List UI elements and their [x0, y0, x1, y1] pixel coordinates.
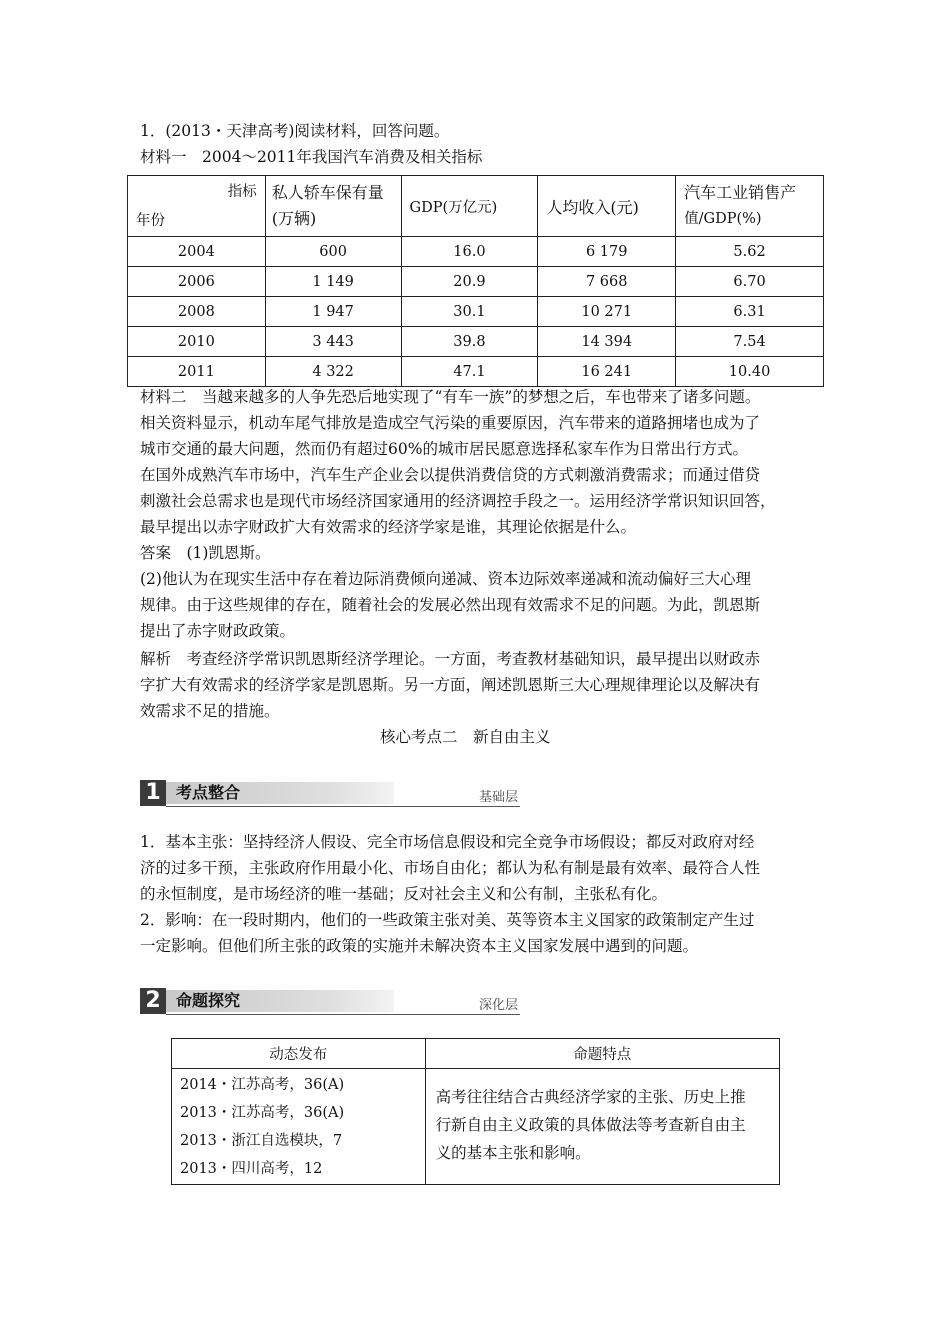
point-line: 1．基本主张：坚持经济人假设、完全市场信息假设和完全竞争市场假设；都反对政府对经	[140, 833, 755, 851]
gdp-cell: 30.1	[401, 297, 538, 327]
table-header-row	[172, 1039, 780, 1069]
banner-rule	[166, 1014, 520, 1015]
year-cell: 2006	[128, 267, 266, 297]
income-cell: 14 394	[538, 327, 676, 357]
section-title: 核心考点二 新自由主义	[380, 728, 551, 746]
header-private-cars-line1: 私人轿车保有量	[271, 183, 384, 202]
text-line: 在国外成熟汽车市场中，汽车生产企业会以提供消费信贷的方式刺激消费需求；而通过借贷	[140, 466, 761, 484]
cars-cell: 1 947	[265, 297, 401, 327]
table-row	[128, 297, 824, 327]
cars-cell: 4 322	[265, 357, 401, 387]
text-line: (2)他认为在现实生活中存在着边际消费倾向递减、资本边际效率递减和流动偏好三大心理	[140, 570, 751, 588]
feature-line: 义的基本主张和影响。	[435, 1144, 591, 1162]
feature-text	[425, 1069, 779, 1185]
exam-item: 2013・江苏高考，36(A)	[180, 1105, 345, 1121]
ratio-cell: 10.40	[676, 357, 824, 387]
header-dynamic: 动态发布	[172, 1039, 426, 1069]
gdp-cell: 47.1	[401, 357, 538, 387]
header-features: 命题特点	[425, 1039, 779, 1069]
gdp-cell: 20.9	[401, 267, 538, 297]
table-header-row	[128, 176, 824, 237]
banner-title: 考点整合	[176, 783, 241, 802]
ratio-cell: 5.62	[676, 237, 824, 267]
section-banner-deep	[140, 988, 520, 1016]
banner-title: 命题探究	[176, 991, 241, 1010]
cars-cell: 600	[265, 237, 401, 267]
cars-cell: 3 443	[265, 327, 401, 357]
exam-item: 2013・浙江自选模块，7	[180, 1133, 343, 1149]
cars-cell: 1 149	[265, 267, 401, 297]
table-row	[128, 327, 824, 357]
point-line: 的永恒制度，是市场经济的唯一基础；反对社会主义和公有制，主张私有化。	[140, 885, 668, 903]
year-cell: 2010	[128, 327, 266, 357]
text-line: 最早提出以赤字财政扩大有效需求的经济学家是谁，其理论依据是什么。	[140, 518, 637, 536]
text-line: 规律。由于这些规律的存在，随着社会的发展必然出现有效需求不足的问题。为此，凯恩斯	[140, 596, 761, 614]
income-cell: 7 668	[538, 267, 676, 297]
text-line: 城市交通的最大问题，然而仍有超过60%的城市居民愿意选择私家车作为日常出行方式。	[140, 440, 748, 458]
answer-line: 答案 (1)凯恩斯。	[140, 544, 271, 562]
text-line: 刺激社会总需求也是现代市场经济国家通用的经济调控手段之一。运用经济学常识知识回答，	[140, 492, 776, 510]
text-line: 相关资料显示，机动车尾气排放是造成空气污染的重要原因，汽车带来的道路拥堵也成为了	[140, 414, 761, 432]
income-cell: 10 271	[538, 297, 676, 327]
exam-item: 2014・江苏高考，36(A)	[180, 1077, 345, 1093]
section-banner-basic	[140, 780, 520, 808]
year-cell: 2004	[128, 237, 266, 267]
exam-item: 2013・四川高考，12	[180, 1161, 323, 1177]
table-row	[172, 1069, 780, 1185]
year-cell: 2011	[128, 357, 266, 387]
point-line: 济的过多干预，主张政府作用最小化、市场自由化；都认为私有制是最有效率、最符合人性	[140, 859, 761, 877]
text-line: 效需求不足的措施。	[140, 702, 280, 720]
year-cell: 2008	[128, 297, 266, 327]
table-row	[128, 267, 824, 297]
feature-line: 高考往往结合古典经济学家的主张、历史上推	[435, 1088, 746, 1106]
point-line: 2．影响：在一段时期内，他们的一些政策主张对美、英等资本主义国家的政策制定产生过	[140, 911, 755, 929]
proposition-table	[171, 1038, 780, 1185]
banner-rule	[166, 806, 520, 807]
banner-layer-label: 深化层	[478, 998, 518, 1013]
header-private-cars-line2: (万辆)	[271, 209, 317, 228]
ratio-cell: 7.54	[676, 327, 824, 357]
corner-bottom-label: 年份	[136, 213, 165, 229]
question-header: 1．(2013・天津高考)阅读材料，回答问题。	[140, 122, 450, 140]
header-auto-output-line2: 值/GDP(%)	[684, 211, 762, 227]
header-income: 人均收入(元)	[538, 176, 676, 237]
table-row	[128, 357, 824, 387]
exam-list	[172, 1069, 426, 1185]
point-line: 一定影响。但他们所主张的政策的实施并未解决资本主义国家发展中遇到的问题。	[140, 937, 699, 955]
corner-top-label: 指标	[227, 184, 257, 200]
income-cell: 16 241	[538, 357, 676, 387]
ratio-cell: 6.70	[676, 267, 824, 297]
income-cell: 6 179	[538, 237, 676, 267]
text-line: 字扩大有效需求的经济学家是凯恩斯。另一方面，阐述凯恩斯三大心理规律理论以及解决有	[140, 676, 761, 694]
header-private-cars	[265, 176, 401, 237]
gdp-cell: 16.0	[401, 237, 538, 267]
table-row	[128, 237, 824, 267]
feature-line: 行新自由主义政策的具体做法等考查新自由主	[435, 1116, 746, 1134]
header-gdp: GDP(万亿元)	[401, 176, 538, 237]
banner-layer-label: 基础层	[478, 790, 518, 805]
corner-cell	[128, 176, 266, 237]
analysis-line: 解析 考查经济学常识凯恩斯经济学理论。一方面，考查教材基础知识，最早提出以财政赤	[140, 650, 761, 668]
gdp-cell: 39.8	[401, 327, 538, 357]
header-auto-output-line1: 汽车工业销售产	[684, 183, 797, 202]
text-line: 材料二 当越来越多的人争先恐后地实现了“有车一族”的梦想之后，车也带来了诸多问题。	[140, 388, 761, 406]
header-auto-output	[676, 176, 824, 237]
banner-number: 2	[140, 988, 166, 1014]
indicator-table	[127, 175, 824, 387]
text-line: 提出了赤字财政政策。	[140, 622, 296, 640]
banner-number: 1	[140, 780, 166, 806]
material1-title: 材料一 2004～2011年我国汽车消费及相关指标	[140, 148, 483, 166]
ratio-cell: 6.31	[676, 297, 824, 327]
